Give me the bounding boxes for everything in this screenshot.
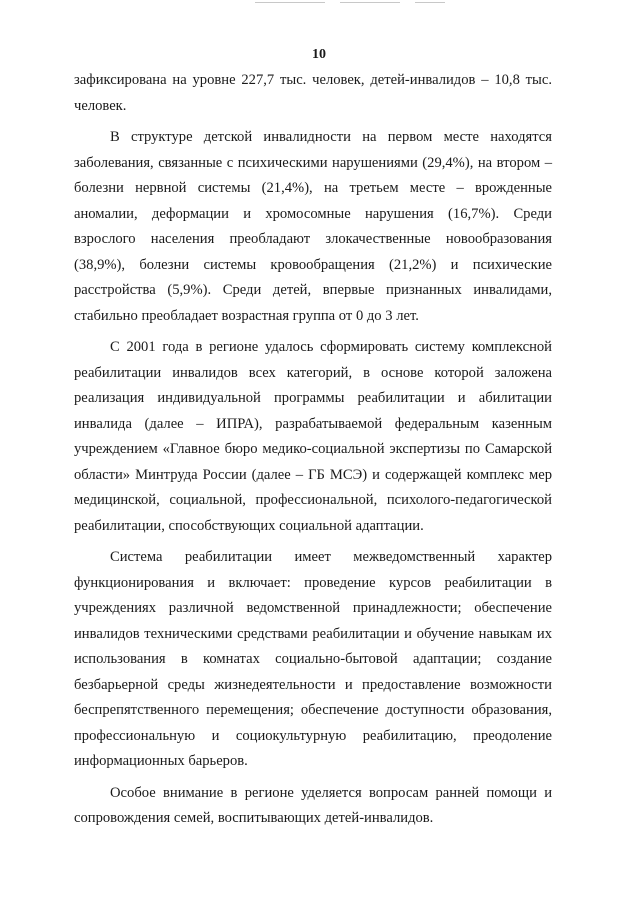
page-number: 10 bbox=[312, 47, 326, 62]
paragraph-continuation: зафиксирована на уровне 227,7 тыс. человек, детей-инвалидов – 10,8 тыс. человек. bbox=[74, 72, 552, 114]
scan-artifact-line bbox=[340, 2, 400, 3]
paragraph-disability-structure: В структуре детской инвалидности на первом месте находятся заболевания, связанные с психическими нарушениями (29,4%), на втором – болезни нервной системы (21,4%), на третьем месте – врожденные аномалии, деформации и хромосомные нарушения (16,7%). Среди взрослого населения преобладают злокачественные новообразования (38,9%), болезни системы кровообращения (21,2%) и психические расстройства (5,9%). Среди детей, впервые признанных инвалидами, стабильно преобладает возрастная группа от 0 до 3 лет. bbox=[74, 129, 552, 324]
paragraph-rehabilitation-system: С 2001 года в регионе удалось сформировать систему комплексной реабилитации инвалидов всех категорий, в основе которой заложена реализация индивидуальной программы реабилитации и абилитации инвалида (далее – ИПРА), разрабатываемой федеральным казенным учреждением «Главное бюро медико-социальной экспертизы по Самарской области» Минтруда России (далее – ГБ МСЭ) и содержащей комплекс мер медицинской, социальной, профессиональной, психолого-педагогической реабилитации, способствующих социальной адаптации. bbox=[74, 339, 552, 534]
scan-artifact-line bbox=[415, 2, 445, 3]
paragraph-interdepartmental: Система реабилитации имеет межведомственный характер функционирования и включает: проведение курсов реабилитации в учреждениях различной ведомственной принадлежности; обеспечение инвалидов техническими средствами реабилитации и обучение навыкам их использования в комнатах социально-бытовой адаптации; создание безбарьерной среды жизнедеятельности и предоставление возможности беспрепятственного перемещения; обеспечение доступности образования, профессиональную и социокультурную реабилитацию, преодоление информационных барьеров. bbox=[74, 549, 552, 769]
scan-artifact-line bbox=[255, 2, 325, 3]
paragraph-early-help: Особое внимание в регионе уделяется вопросам ранней помощи и сопровождения семей, воспитывающих детей-инвалидов. bbox=[74, 784, 552, 826]
body-text bbox=[74, 68, 552, 832]
